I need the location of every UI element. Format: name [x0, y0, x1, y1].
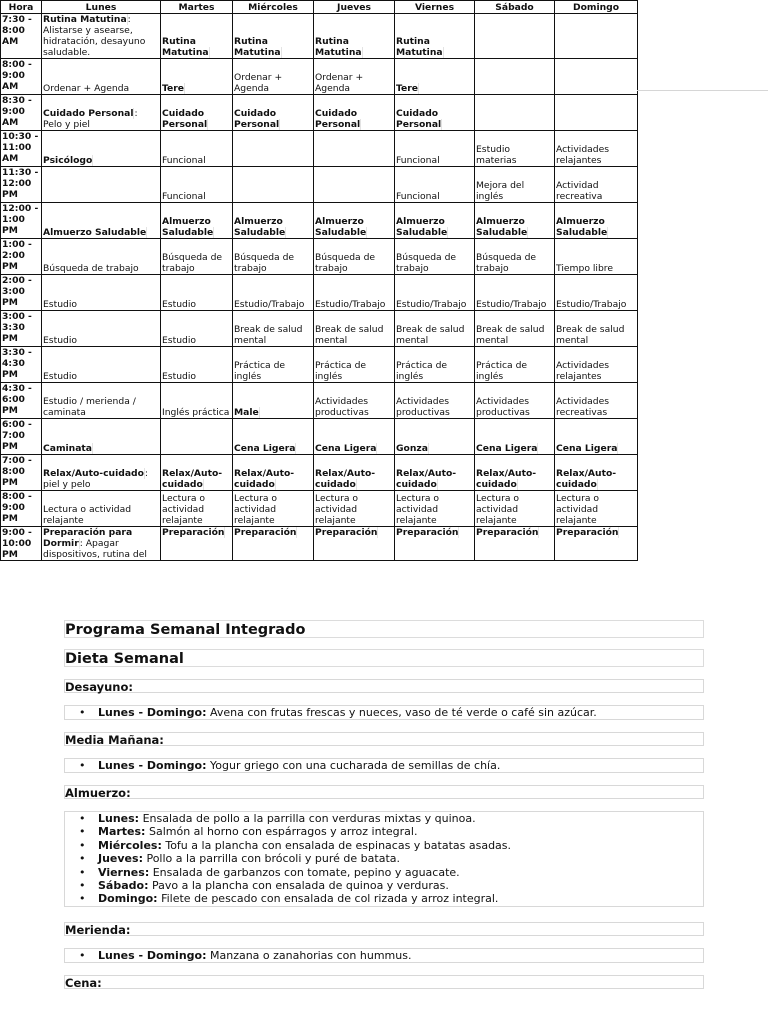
activity-text: Lectura o actividad relajante: [162, 493, 206, 526]
activity-text: Estudio: [162, 371, 197, 382]
section-heading: Almuerzo:: [64, 785, 704, 799]
activity-cell: [314, 311, 395, 347]
activity-bold-label: Relax/Auto-cuidado: [315, 468, 376, 490]
activity-cell: [233, 275, 314, 311]
activity-text: Funcional: [162, 191, 206, 202]
activity-bold-label: Cuidado Personal: [162, 108, 208, 130]
activity-cell: [314, 167, 395, 203]
hour-cell: 12:00 - 1:00 PM: [1, 203, 42, 239]
activity-cell: [42, 491, 161, 527]
meal-description: Avena con frutas frescas y nueces, vaso de té verde o café sin azúcar.: [206, 706, 597, 719]
activity-bold-label: Rutina Matutina: [315, 36, 362, 58]
schedule-header-row: [1, 1, 638, 14]
activity-text: Break de salud mental: [234, 324, 303, 346]
activity-cell: [42, 419, 161, 455]
activity-text: Lectura o actividad relajante: [43, 504, 132, 526]
doc-title: Programa Semanal Integrado: [64, 620, 704, 638]
activity-cell: [233, 311, 314, 347]
activity-bold-label: Preparación: [476, 527, 539, 538]
meal-item: [79, 825, 703, 838]
activity-cell: [555, 59, 638, 95]
activity-cell: [475, 275, 555, 311]
activity-text: Actividades productivas: [396, 396, 450, 418]
activity-text: Ordenar + Agenda: [43, 83, 130, 94]
meal-day: Miércoles:: [98, 838, 162, 852]
activity-text: Lectura o actividad relajante: [556, 493, 600, 526]
activity-text: Estudio/Trabajo: [476, 299, 547, 310]
activity-bold-label: Almuerzo Saludable: [162, 216, 214, 238]
hour-cell: 6:00 - 7:00 PM: [1, 419, 42, 455]
activity-cell: [42, 275, 161, 311]
activity-cell: [233, 383, 314, 419]
activity-bold-label: Psicólogo: [43, 155, 93, 166]
activity-cell: [395, 95, 475, 131]
meal-item: [79, 949, 703, 962]
meal-item: [79, 839, 703, 852]
section-list-box: [64, 948, 704, 963]
activity-cell: [475, 527, 555, 561]
activity-cell: [475, 419, 555, 455]
activity-cell: [395, 419, 475, 455]
activity-bold-label: Tere: [396, 83, 419, 94]
activity-cell: [233, 203, 314, 239]
activity-cell: [395, 527, 475, 561]
activity-cell: [395, 59, 475, 95]
activity-cell: [161, 14, 233, 59]
activity-text: Break de salud mental: [476, 324, 545, 346]
activity-text: Lectura o actividad relajante: [315, 493, 359, 526]
activity-text: Búsqueda de trabajo: [43, 263, 139, 274]
column-header: Martes: [161, 1, 233, 14]
activity-text: Estudio/Trabajo: [234, 299, 305, 310]
activity-cell: [233, 131, 314, 167]
activity-bold-label: Almuerzo Saludable: [315, 216, 367, 238]
activity-cell: [555, 203, 638, 239]
meal-list: [65, 949, 703, 962]
divider-line: [637, 90, 768, 91]
activity-bold-label: Almuerzo Saludable: [556, 216, 608, 238]
hour-cell: 3:00 - 3:30 PM: [1, 311, 42, 347]
activity-text: : piel y pelo: [43, 468, 149, 490]
activity-cell: [395, 383, 475, 419]
activity-text: : Apagar dispositivos, rutina del: [43, 538, 147, 560]
meal-list: [65, 812, 703, 906]
meal-description: Salmón al horno con espárragos y arroz integral.: [145, 825, 418, 839]
activity-cell: [42, 131, 161, 167]
activity-cell: [475, 95, 555, 131]
activity-bold-label: Caminata: [43, 443, 92, 454]
activity-bold-label: Cena Ligera: [315, 443, 377, 454]
activity-cell: [555, 419, 638, 455]
activity-cell: [475, 491, 555, 527]
activity-cell: [395, 275, 475, 311]
section-heading: Merienda:: [64, 922, 704, 936]
column-header: Domingo: [555, 1, 638, 14]
hour-cell: 11:30 - 12:00 PM: [1, 167, 42, 203]
schedule-row: [1, 59, 638, 95]
meal-day: Domingo:: [98, 892, 158, 906]
activity-text: Estudio: [43, 335, 78, 346]
activity-cell: [233, 95, 314, 131]
activity-cell: [161, 275, 233, 311]
meal-description: Filete de pescado con ensalada de col rizada y arroz integral.: [157, 892, 499, 906]
activity-cell: [42, 527, 161, 561]
activity-cell: [42, 95, 161, 131]
meal-day: Sábado:: [98, 879, 149, 893]
activity-cell: [395, 347, 475, 383]
activity-text: Break de salud mental: [315, 324, 384, 346]
activity-cell: [314, 59, 395, 95]
activity-bold-label: Tere: [162, 83, 185, 94]
activity-text: : Pelo y piel: [43, 108, 138, 130]
schedule-row: [1, 203, 638, 239]
schedule-row: [1, 419, 638, 455]
activity-bold-label: Gonza: [396, 443, 428, 454]
column-header: Sábado: [475, 1, 555, 14]
activity-cell: [161, 383, 233, 419]
activity-cell: [395, 131, 475, 167]
hour-cell: 8:00 - 9:00 PM: [1, 491, 42, 527]
activity-bold-label: Cena Ligera: [556, 443, 618, 454]
activity-text: Mejora del inglés: [476, 180, 525, 202]
meal-day: Lunes - Domingo:: [98, 759, 207, 772]
activity-cell: [555, 239, 638, 275]
activity-cell: [555, 131, 638, 167]
activity-bold-label: Preparación: [234, 527, 297, 538]
activity-cell: [555, 311, 638, 347]
activity-cell: [395, 311, 475, 347]
meal-day: Lunes - Domingo:: [98, 706, 207, 719]
activity-text: Estudio: [162, 299, 197, 310]
activity-cell: [161, 347, 233, 383]
activity-text: Práctica de inglés: [315, 360, 367, 382]
activity-text: Práctica de inglés: [476, 360, 528, 382]
schedule-row: [1, 275, 638, 311]
activity-text: Práctica de inglés: [234, 360, 286, 382]
activity-bold-label: Cuidado Personal: [234, 108, 280, 130]
schedule-table: [0, 0, 638, 561]
meal-item: [79, 706, 703, 719]
activity-bold-label: Cena Ligera: [234, 443, 296, 454]
activity-text: Estudio / merienda / caminata: [43, 396, 136, 418]
activity-bold-label: Rutina Matutina: [43, 14, 127, 25]
meal-day: Martes:: [98, 825, 146, 839]
activity-cell: [314, 203, 395, 239]
meal-day: Viernes:: [98, 865, 150, 879]
activity-text: Inglés práctica: [162, 407, 230, 418]
activity-text: Tiempo libre: [556, 263, 614, 274]
activity-cell: [314, 527, 395, 561]
meal-item: [79, 866, 703, 879]
activity-text: Estudio/Trabajo: [396, 299, 467, 310]
activity-cell: [555, 14, 638, 59]
meal-description: Ensalada de pollo a la parrilla con verduras mixtas y quinoa.: [139, 812, 476, 825]
schedule-row: [1, 239, 638, 275]
activity-bold-label: Cena Ligera: [476, 443, 538, 454]
column-header: Lunes: [42, 1, 161, 14]
activity-cell: [233, 347, 314, 383]
schedule-row: [1, 455, 638, 491]
activity-bold-label: Relax/Auto-cuidado: [476, 468, 537, 490]
hour-cell: 8:30 - 9:00 AM: [1, 95, 42, 131]
column-header: Hora: [1, 1, 42, 14]
activity-cell: [395, 203, 475, 239]
activity-cell: [233, 527, 314, 561]
activity-cell: [233, 419, 314, 455]
activity-cell: [42, 455, 161, 491]
activity-cell: [42, 59, 161, 95]
activity-text: Actividades productivas: [315, 396, 369, 418]
schedule-row: [1, 167, 638, 203]
activity-cell: [395, 455, 475, 491]
activity-cell: [42, 203, 161, 239]
activity-cell: [475, 455, 555, 491]
activity-cell: [314, 95, 395, 131]
activity-cell: [555, 347, 638, 383]
column-header: Jueves: [314, 1, 395, 14]
activity-cell: [161, 95, 233, 131]
activity-cell: [233, 455, 314, 491]
activity-bold-label: Relax/Auto-cuidado: [43, 468, 144, 479]
activity-bold-label: Preparación: [162, 527, 225, 538]
section-heading: Desayuno:: [64, 679, 704, 693]
activity-cell: [42, 311, 161, 347]
activity-bold-label: Almuerzo Saludable: [43, 227, 147, 238]
activity-cell: [555, 491, 638, 527]
activity-cell: [475, 383, 555, 419]
activity-bold-label: Preparación: [556, 527, 619, 538]
activity-text: Búsqueda de trabajo: [315, 252, 376, 274]
section-list-box: [64, 705, 704, 720]
activity-bold-label: Rutina Matutina: [234, 36, 281, 58]
activity-cell: [233, 14, 314, 59]
schedule-row: [1, 311, 638, 347]
meal-description: Ensalada de garbanzos con tomate, pepino y aguacate.: [149, 865, 460, 879]
hour-cell: 3:30 - 4:30 PM: [1, 347, 42, 383]
activity-bold-label: Relax/Auto-cuidado: [396, 468, 457, 490]
activity-text: Actividades relajantes: [556, 360, 610, 382]
activity-cell: [161, 527, 233, 561]
activity-cell: [161, 203, 233, 239]
meal-description: Tofu a la plancha con ensalada de espinacas y batatas asadas.: [161, 838, 512, 852]
activity-cell: [314, 131, 395, 167]
activity-text: Estudio: [162, 335, 197, 346]
activity-bold-label: Relax/Auto-cuidado: [556, 468, 617, 490]
doc-subtitle: Dieta Semanal: [64, 649, 704, 667]
meal-item: [79, 852, 703, 865]
activity-text: Práctica de inglés: [396, 360, 448, 382]
meal-list: [65, 706, 703, 719]
activity-cell: [475, 239, 555, 275]
meal-item: [79, 879, 703, 892]
activity-bold-label: Rutina Matutina: [396, 36, 443, 58]
section-list-box: [64, 758, 704, 773]
activity-cell: [395, 14, 475, 59]
activity-text: Funcional: [396, 191, 440, 202]
activity-cell: [161, 311, 233, 347]
column-header: Miércoles: [233, 1, 314, 14]
activity-cell: [475, 347, 555, 383]
activity-cell: [475, 59, 555, 95]
meal-description: Pollo a la parrilla con brócoli y puré de batata.: [142, 852, 400, 866]
activity-text: Búsqueda de trabajo: [162, 252, 223, 274]
activity-text: : Alistarse y asearse, hidratación, desayuno saludable.: [43, 14, 146, 58]
activity-text: Búsqueda de trabajo: [396, 252, 457, 274]
activity-cell: [555, 383, 638, 419]
section-heading: Cena:: [64, 975, 704, 989]
activity-text: Ordenar + Agenda: [315, 72, 364, 94]
activity-bold-label: Almuerzo Saludable: [476, 216, 528, 238]
meal-item: [79, 759, 703, 772]
hour-cell: 7:00 - 8:00 PM: [1, 455, 42, 491]
activity-text: Estudio materias: [476, 144, 517, 166]
activity-bold-label: Relax/Auto-cuidado: [234, 468, 295, 490]
section-list-box: [64, 811, 704, 907]
activity-text: Estudio: [43, 371, 78, 382]
activity-cell: [161, 167, 233, 203]
hour-cell: 1:00 - 2:00 PM: [1, 239, 42, 275]
activity-text: Búsqueda de trabajo: [234, 252, 295, 274]
activity-text: Actividad recreativa: [556, 180, 603, 202]
activity-cell: [555, 167, 638, 203]
activity-cell: [475, 203, 555, 239]
activity-cell: [233, 167, 314, 203]
activity-cell: [314, 14, 395, 59]
activity-cell: [233, 239, 314, 275]
activity-bold-label: Cuidado Personal: [43, 108, 134, 119]
activity-cell: [475, 131, 555, 167]
meal-description: Manzana o zanahorias con hummus.: [206, 948, 412, 962]
activity-text: Actividades relajantes: [556, 144, 610, 166]
activity-cell: [42, 347, 161, 383]
meal-description: Yogur griego con una cucharada de semillas de chía.: [206, 759, 501, 772]
meal-item: [79, 812, 703, 825]
schedule-row: [1, 14, 638, 59]
column-header: Viernes: [395, 1, 475, 14]
schedule-row: [1, 131, 638, 167]
meal-list: [65, 759, 703, 772]
meal-day: Lunes:: [98, 812, 140, 825]
activity-bold-label: Almuerzo Saludable: [234, 216, 286, 238]
activity-text: Ordenar + Agenda: [234, 72, 283, 94]
activity-text: Estudio/Trabajo: [556, 299, 627, 310]
activity-cell: [395, 167, 475, 203]
activity-text: Break de salud mental: [556, 324, 625, 346]
activity-text: Búsqueda de trabajo: [476, 252, 537, 274]
meal-item: [79, 892, 703, 905]
activity-text: Estudio/Trabajo: [315, 299, 386, 310]
schedule-row: [1, 95, 638, 131]
activity-text: Lectura o actividad relajante: [476, 493, 520, 526]
activity-cell: [314, 383, 395, 419]
meal-description: Pavo a la plancha con ensalada de quinoa y verduras.: [148, 879, 449, 893]
activity-text: Funcional: [396, 155, 440, 166]
hour-cell: 2:00 - 3:00 PM: [1, 275, 42, 311]
hour-cell: 4:30 - 6:00 PM: [1, 383, 42, 419]
activity-cell: [555, 95, 638, 131]
schedule-row: [1, 491, 638, 527]
activity-cell: [314, 455, 395, 491]
section-heading: Media Mañana:: [64, 732, 704, 746]
activity-cell: [161, 239, 233, 275]
activity-cell: [314, 239, 395, 275]
activity-bold-label: Male: [234, 407, 259, 418]
activity-bold-label: Almuerzo Saludable: [396, 216, 448, 238]
activity-text: Lectura o actividad relajante: [396, 493, 440, 526]
activity-cell: [314, 347, 395, 383]
activity-cell: [555, 527, 638, 561]
activity-cell: [42, 239, 161, 275]
hour-cell: 10:30 - 11:00 AM: [1, 131, 42, 167]
activity-cell: [161, 455, 233, 491]
activity-cell: [395, 491, 475, 527]
activity-cell: [161, 131, 233, 167]
activity-cell: [395, 239, 475, 275]
activity-cell: [314, 275, 395, 311]
activity-cell: [475, 311, 555, 347]
activity-text: Break de salud mental: [396, 324, 465, 346]
activity-cell: [42, 167, 161, 203]
activity-text: Lectura o actividad relajante: [234, 493, 278, 526]
activity-text: Actividades productivas: [476, 396, 530, 418]
weekly-schedule: [0, 0, 637, 560]
hour-cell: 8:00 - 9:00 AM: [1, 59, 42, 95]
hour-cell: 7:30 - 8:00 AM: [1, 14, 42, 59]
activity-bold-label: Preparación: [315, 527, 378, 538]
activity-cell: [42, 14, 161, 59]
activity-cell: [161, 491, 233, 527]
meal-day: Jueves:: [98, 852, 143, 866]
activity-text: Actividades recreativas: [556, 396, 610, 418]
activity-bold-label: Preparación: [396, 527, 459, 538]
activity-text: Estudio: [43, 299, 78, 310]
activity-bold-label: Relax/Auto-cuidado: [162, 468, 223, 490]
activity-text: Funcional: [162, 155, 206, 166]
activity-bold-label: Preparación para Dormir: [43, 527, 133, 549]
activity-cell: [314, 419, 395, 455]
activity-bold-label: Cuidado Personal: [396, 108, 442, 130]
activity-cell: [42, 383, 161, 419]
activity-cell: [161, 419, 233, 455]
activity-bold-label: Cuidado Personal: [315, 108, 361, 130]
schedule-row: [1, 383, 638, 419]
hour-cell: 9:00 - 10:00 PM: [1, 527, 42, 561]
activity-cell: [233, 59, 314, 95]
activity-bold-label: Rutina Matutina: [162, 36, 209, 58]
schedule-row: [1, 347, 638, 383]
activity-cell: [555, 455, 638, 491]
activity-cell: [475, 167, 555, 203]
schedule-row: [1, 527, 638, 561]
activity-cell: [475, 14, 555, 59]
activity-cell: [314, 491, 395, 527]
activity-cell: [161, 59, 233, 95]
activity-cell: [555, 275, 638, 311]
meal-day: Lunes - Domingo:: [98, 948, 207, 962]
activity-cell: [233, 491, 314, 527]
